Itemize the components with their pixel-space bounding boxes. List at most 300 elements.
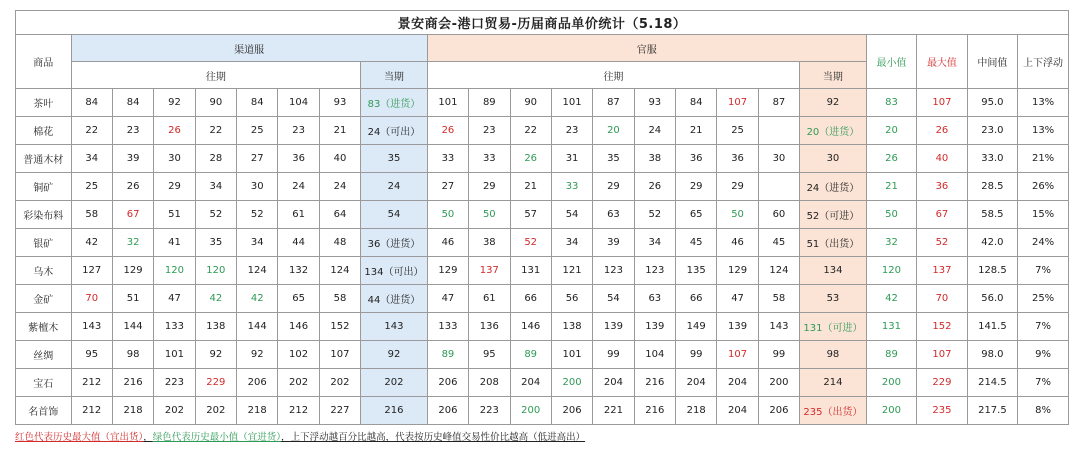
official-past-cell: 29 <box>469 173 510 201</box>
channel-past-cell: 52 <box>237 201 278 229</box>
official-current-cell: 92 <box>800 89 867 117</box>
min-cell: 89 <box>866 341 916 369</box>
table-row <box>16 397 1069 425</box>
header-official: 官服 <box>427 35 866 62</box>
item-name-cell: 金矿 <box>16 285 72 313</box>
table-row <box>16 117 1069 145</box>
median-cell: 141.5 <box>967 313 1017 341</box>
channel-past-cell: 152 <box>319 313 360 341</box>
official-past-cell: 123 <box>593 257 634 285</box>
official-past-cell: 216 <box>634 369 675 397</box>
official-past-cell: 46 <box>717 229 758 257</box>
official-past-cell: 223 <box>469 397 510 425</box>
channel-past-cell: 65 <box>278 285 319 313</box>
official-past-cell: 204 <box>510 369 551 397</box>
official-past-cell: 99 <box>758 341 799 369</box>
max-cell: 36 <box>917 173 967 201</box>
max-cell: 107 <box>917 341 967 369</box>
header-official-past: 往期 <box>427 62 799 89</box>
official-past-cell: 139 <box>634 313 675 341</box>
max-cell: 229 <box>917 369 967 397</box>
official-past-cell: 204 <box>717 397 758 425</box>
max-cell: 70 <box>917 285 967 313</box>
float-cell: 7% <box>1018 369 1069 397</box>
header-official-current: 当期 <box>800 62 867 89</box>
float-cell: 9% <box>1018 341 1069 369</box>
channel-past-cell: 206 <box>237 369 278 397</box>
item-name-cell: 乌木 <box>16 257 72 285</box>
channel-past-cell: 212 <box>71 397 112 425</box>
max-cell: 235 <box>917 397 967 425</box>
float-cell: 13% <box>1018 117 1069 145</box>
official-past-cell: 89 <box>427 341 468 369</box>
channel-past-cell: 84 <box>71 89 112 117</box>
official-past-cell: 206 <box>758 397 799 425</box>
channel-past-cell: 202 <box>195 397 236 425</box>
min-cell: 50 <box>866 201 916 229</box>
channel-past-cell: 24 <box>319 173 360 201</box>
official-past-cell: 50 <box>469 201 510 229</box>
channel-past-cell: 42 <box>237 285 278 313</box>
header-item: 商品 <box>16 35 72 89</box>
channel-past-cell: 42 <box>195 285 236 313</box>
channel-past-cell: 34 <box>195 173 236 201</box>
table-row <box>16 201 1069 229</box>
sheet-title: 景安商会-港口贸易-历届商品单价统计（5.18） <box>16 11 1069 35</box>
max-cell: 52 <box>917 229 967 257</box>
official-past-cell: 54 <box>593 285 634 313</box>
max-cell: 26 <box>917 117 967 145</box>
channel-past-cell: 48 <box>319 229 360 257</box>
channel-current-cell: 54 <box>361 201 428 229</box>
item-name-cell: 紫檀木 <box>16 313 72 341</box>
official-past-cell: 63 <box>593 201 634 229</box>
channel-past-cell: 58 <box>319 285 360 313</box>
official-past-cell: 101 <box>551 89 592 117</box>
table-row <box>16 89 1069 117</box>
official-past-cell: 47 <box>717 285 758 313</box>
official-past-cell: 21 <box>510 173 551 201</box>
channel-past-cell: 92 <box>195 341 236 369</box>
official-current-cell: 214 <box>800 369 867 397</box>
channel-past-cell: 34 <box>71 145 112 173</box>
header-float: 上下浮动 <box>1018 35 1069 89</box>
channel-past-cell: 92 <box>237 341 278 369</box>
official-past-cell: 221 <box>593 397 634 425</box>
channel-past-cell: 143 <box>71 313 112 341</box>
channel-past-cell: 92 <box>154 89 195 117</box>
official-past-cell: 22 <box>510 117 551 145</box>
channel-past-cell: 138 <box>195 313 236 341</box>
channel-current-cell: 83（进货） <box>361 89 428 117</box>
official-past-cell: 63 <box>634 285 675 313</box>
float-cell: 26% <box>1018 173 1069 201</box>
table-row <box>16 229 1069 257</box>
official-current-cell: 98 <box>800 341 867 369</box>
header-median: 中间值 <box>967 35 1017 89</box>
table-row <box>16 173 1069 201</box>
official-past-cell: 101 <box>427 89 468 117</box>
footnote-sep: ， <box>143 432 153 443</box>
float-cell: 15% <box>1018 201 1069 229</box>
channel-past-cell: 93 <box>319 89 360 117</box>
channel-past-cell: 132 <box>278 257 319 285</box>
official-current-cell: 134 <box>800 257 867 285</box>
min-cell: 32 <box>866 229 916 257</box>
official-past-cell: 89 <box>510 341 551 369</box>
official-past-cell: 107 <box>717 89 758 117</box>
channel-past-cell: 202 <box>154 397 195 425</box>
channel-past-cell: 26 <box>112 173 153 201</box>
official-past-cell: 38 <box>469 229 510 257</box>
channel-past-cell: 36 <box>278 145 319 173</box>
float-cell: 21% <box>1018 145 1069 173</box>
official-current-cell: 30 <box>800 145 867 173</box>
official-current-cell: 235（出货） <box>800 397 867 425</box>
float-cell: 25% <box>1018 285 1069 313</box>
median-cell: 128.5 <box>967 257 1017 285</box>
official-past-cell: 143 <box>758 313 799 341</box>
official-past-cell: 23 <box>551 117 592 145</box>
channel-past-cell: 40 <box>319 145 360 173</box>
channel-past-cell: 98 <box>112 341 153 369</box>
header-max: 最大值 <box>917 35 967 89</box>
official-past-cell: 33 <box>551 173 592 201</box>
official-past-cell: 139 <box>593 313 634 341</box>
official-past-cell: 50 <box>717 201 758 229</box>
official-past-cell: 57 <box>510 201 551 229</box>
channel-past-cell: 30 <box>154 145 195 173</box>
median-cell: 33.0 <box>967 145 1017 173</box>
header-channel-current: 当期 <box>361 62 428 89</box>
official-past-cell: 95 <box>469 341 510 369</box>
table-row <box>16 257 1069 285</box>
channel-past-cell: 52 <box>195 201 236 229</box>
official-past-cell: 107 <box>717 341 758 369</box>
max-cell: 137 <box>917 257 967 285</box>
channel-past-cell: 133 <box>154 313 195 341</box>
channel-past-cell: 102 <box>278 341 319 369</box>
official-past-cell: 104 <box>634 341 675 369</box>
official-past-cell: 99 <box>676 341 717 369</box>
official-current-cell: 52（可进） <box>800 201 867 229</box>
footnote-rest: 上下浮动越百分比越高，代表按历史峰值交易性价比越高（低进高出） <box>290 432 586 443</box>
official-past-cell: 204 <box>593 369 634 397</box>
official-past-cell: 87 <box>593 89 634 117</box>
official-past-cell: 58 <box>758 285 799 313</box>
official-past-cell: 25 <box>717 117 758 145</box>
official-past-cell: 54 <box>551 201 592 229</box>
official-current-cell: 51（出货） <box>800 229 867 257</box>
float-cell: 13% <box>1018 89 1069 117</box>
official-past-cell: 52 <box>510 229 551 257</box>
official-past-cell: 204 <box>676 369 717 397</box>
max-cell: 152 <box>917 313 967 341</box>
official-past-cell: 26 <box>634 173 675 201</box>
item-name-cell: 棉花 <box>16 117 72 145</box>
item-name-cell: 丝绸 <box>16 341 72 369</box>
channel-past-cell: 227 <box>319 397 360 425</box>
channel-past-cell: 32 <box>112 229 153 257</box>
official-past-cell: 137 <box>469 257 510 285</box>
official-past-cell: 135 <box>676 257 717 285</box>
official-past-cell: 146 <box>510 313 551 341</box>
official-past-cell: 139 <box>717 313 758 341</box>
official-current-cell: 20（进货） <box>800 117 867 145</box>
item-name-cell: 银矿 <box>16 229 72 257</box>
float-cell: 7% <box>1018 313 1069 341</box>
official-past-cell: 47 <box>427 285 468 313</box>
official-past-cell: 204 <box>717 369 758 397</box>
channel-past-cell: 61 <box>278 201 319 229</box>
channel-past-cell: 124 <box>319 257 360 285</box>
header-min: 最小值 <box>866 35 916 89</box>
official-past-cell: 46 <box>427 229 468 257</box>
table-row <box>16 369 1069 397</box>
channel-past-cell: 41 <box>154 229 195 257</box>
official-past-cell: 133 <box>427 313 468 341</box>
official-current-cell: 131（可进） <box>800 313 867 341</box>
official-past-cell: 21 <box>676 117 717 145</box>
channel-current-cell: 92 <box>361 341 428 369</box>
official-past-cell: 206 <box>427 369 468 397</box>
channel-past-cell: 34 <box>237 229 278 257</box>
channel-past-cell: 129 <box>112 257 153 285</box>
float-cell: 7% <box>1018 257 1069 285</box>
channel-past-cell: 95 <box>71 341 112 369</box>
median-cell: 56.0 <box>967 285 1017 313</box>
official-past-cell: 31 <box>551 145 592 173</box>
channel-past-cell: 23 <box>278 117 319 145</box>
official-past-cell: 50 <box>427 201 468 229</box>
channel-past-cell: 58 <box>71 201 112 229</box>
channel-current-cell: 36（进货） <box>361 229 428 257</box>
official-past-cell: 206 <box>427 397 468 425</box>
channel-past-cell: 51 <box>112 285 153 313</box>
max-cell: 107 <box>917 89 967 117</box>
price-sheet <box>15 10 1069 445</box>
official-past-cell: 35 <box>593 145 634 173</box>
official-past-cell: 208 <box>469 369 510 397</box>
channel-past-cell: 223 <box>154 369 195 397</box>
official-past-cell: 45 <box>676 229 717 257</box>
official-past-cell: 29 <box>676 173 717 201</box>
channel-past-cell: 44 <box>278 229 319 257</box>
official-past-cell: 36 <box>676 145 717 173</box>
channel-current-cell: 35 <box>361 145 428 173</box>
item-name-cell: 普通木材 <box>16 145 72 173</box>
channel-past-cell: 42 <box>71 229 112 257</box>
official-past-cell: 23 <box>469 117 510 145</box>
channel-past-cell: 25 <box>237 117 278 145</box>
official-past-cell: 89 <box>469 89 510 117</box>
channel-past-cell: 104 <box>278 89 319 117</box>
table-row <box>16 285 1069 313</box>
official-past-cell: 136 <box>469 313 510 341</box>
official-past-cell: 20 <box>593 117 634 145</box>
official-past-cell: 45 <box>758 229 799 257</box>
channel-past-cell: 30 <box>237 173 278 201</box>
official-past-cell: 38 <box>634 145 675 173</box>
min-cell: 200 <box>866 369 916 397</box>
table-row <box>16 145 1069 173</box>
official-past-cell: 65 <box>676 201 717 229</box>
max-cell: 40 <box>917 145 967 173</box>
channel-past-cell: 218 <box>237 397 278 425</box>
channel-past-cell: 120 <box>154 257 195 285</box>
header-channel-past: 往期 <box>71 62 361 89</box>
official-past-cell: 216 <box>634 397 675 425</box>
official-past-cell: 99 <box>593 341 634 369</box>
official-past-cell: 27 <box>427 173 468 201</box>
official-past-empty-cell <box>758 117 799 145</box>
official-current-cell: 53 <box>800 285 867 313</box>
channel-current-cell: 143 <box>361 313 428 341</box>
footnote-sep: ， <box>281 432 291 443</box>
median-cell: 214.5 <box>967 369 1017 397</box>
official-past-cell: 84 <box>676 89 717 117</box>
official-past-cell: 36 <box>717 145 758 173</box>
channel-past-cell: 23 <box>112 117 153 145</box>
channel-current-cell: 44（进货） <box>361 285 428 313</box>
channel-past-cell: 35 <box>195 229 236 257</box>
median-cell: 95.0 <box>967 89 1017 117</box>
official-past-cell: 90 <box>510 89 551 117</box>
median-cell: 58.5 <box>967 201 1017 229</box>
footnote-green: 绿色代表历史最小值（宜进货） <box>152 432 282 443</box>
channel-current-cell: 216 <box>361 397 428 425</box>
channel-past-cell: 212 <box>71 369 112 397</box>
channel-past-cell: 202 <box>319 369 360 397</box>
official-past-cell: 131 <box>510 257 551 285</box>
table-row <box>16 313 1069 341</box>
official-past-cell: 129 <box>717 257 758 285</box>
channel-past-cell: 84 <box>112 89 153 117</box>
official-past-empty-cell <box>758 173 799 201</box>
channel-past-cell: 212 <box>278 397 319 425</box>
official-past-cell: 60 <box>758 201 799 229</box>
official-past-cell: 138 <box>551 313 592 341</box>
table-row <box>16 341 1069 369</box>
header-channel: 渠道服 <box>71 35 427 62</box>
official-current-cell: 24（进货） <box>800 173 867 201</box>
official-past-cell: 52 <box>634 201 675 229</box>
median-cell: 42.0 <box>967 229 1017 257</box>
channel-past-cell: 21 <box>319 117 360 145</box>
channel-past-cell: 107 <box>319 341 360 369</box>
channel-past-cell: 229 <box>195 369 236 397</box>
channel-past-cell: 70 <box>71 285 112 313</box>
official-past-cell: 66 <box>510 285 551 313</box>
channel-past-cell: 47 <box>154 285 195 313</box>
channel-current-cell: 202 <box>361 369 428 397</box>
channel-past-cell: 29 <box>154 173 195 201</box>
official-past-cell: 29 <box>717 173 758 201</box>
footnote-red: 红色代表历史最大值（宜出货） <box>15 432 144 443</box>
channel-past-cell: 25 <box>71 173 112 201</box>
min-cell: 83 <box>866 89 916 117</box>
channel-past-cell: 90 <box>195 89 236 117</box>
item-name-cell: 彩染布料 <box>16 201 72 229</box>
float-cell: 24% <box>1018 229 1069 257</box>
max-cell: 67 <box>917 201 967 229</box>
channel-past-cell: 28 <box>195 145 236 173</box>
min-cell: 26 <box>866 145 916 173</box>
channel-past-cell: 39 <box>112 145 153 173</box>
official-past-cell: 124 <box>758 257 799 285</box>
median-cell: 23.0 <box>967 117 1017 145</box>
channel-past-cell: 26 <box>154 117 195 145</box>
official-past-cell: 34 <box>634 229 675 257</box>
price-table <box>15 10 1069 425</box>
official-past-cell: 87 <box>758 89 799 117</box>
official-past-cell: 149 <box>676 313 717 341</box>
median-cell: 217.5 <box>967 397 1017 425</box>
official-past-cell: 200 <box>551 369 592 397</box>
official-past-cell: 200 <box>510 397 551 425</box>
official-past-cell: 30 <box>758 145 799 173</box>
official-past-cell: 101 <box>551 341 592 369</box>
channel-past-cell: 51 <box>154 201 195 229</box>
official-past-cell: 56 <box>551 285 592 313</box>
channel-current-cell: 24（可出） <box>361 117 428 145</box>
official-past-cell: 93 <box>634 89 675 117</box>
official-past-cell: 121 <box>551 257 592 285</box>
official-past-cell: 200 <box>758 369 799 397</box>
official-past-cell: 218 <box>676 397 717 425</box>
official-past-cell: 123 <box>634 257 675 285</box>
channel-past-cell: 218 <box>112 397 153 425</box>
channel-past-cell: 22 <box>195 117 236 145</box>
min-cell: 200 <box>866 397 916 425</box>
min-cell: 131 <box>866 313 916 341</box>
channel-current-cell: 24 <box>361 173 428 201</box>
channel-past-cell: 120 <box>195 257 236 285</box>
official-past-cell: 29 <box>593 173 634 201</box>
official-past-cell: 33 <box>427 145 468 173</box>
footnote <box>15 431 1069 445</box>
channel-past-cell: 146 <box>278 313 319 341</box>
official-past-cell: 129 <box>427 257 468 285</box>
channel-past-cell: 101 <box>154 341 195 369</box>
channel-current-cell: 134（可出） <box>361 257 428 285</box>
official-past-cell: 33 <box>469 145 510 173</box>
min-cell: 42 <box>866 285 916 313</box>
official-past-cell: 206 <box>551 397 592 425</box>
float-cell: 8% <box>1018 397 1069 425</box>
item-name-cell: 名首饰 <box>16 397 72 425</box>
item-name-cell: 铜矿 <box>16 173 72 201</box>
official-past-cell: 61 <box>469 285 510 313</box>
official-past-cell: 34 <box>551 229 592 257</box>
channel-past-cell: 67 <box>112 201 153 229</box>
official-past-cell: 39 <box>593 229 634 257</box>
channel-past-cell: 144 <box>112 313 153 341</box>
channel-past-cell: 22 <box>71 117 112 145</box>
channel-past-cell: 216 <box>112 369 153 397</box>
median-cell: 98.0 <box>967 341 1017 369</box>
official-past-cell: 24 <box>634 117 675 145</box>
official-past-cell: 66 <box>676 285 717 313</box>
min-cell: 20 <box>866 117 916 145</box>
official-past-cell: 26 <box>510 145 551 173</box>
min-cell: 120 <box>866 257 916 285</box>
channel-past-cell: 127 <box>71 257 112 285</box>
channel-past-cell: 27 <box>237 145 278 173</box>
min-cell: 21 <box>866 173 916 201</box>
item-name-cell: 茶叶 <box>16 89 72 117</box>
median-cell: 28.5 <box>967 173 1017 201</box>
